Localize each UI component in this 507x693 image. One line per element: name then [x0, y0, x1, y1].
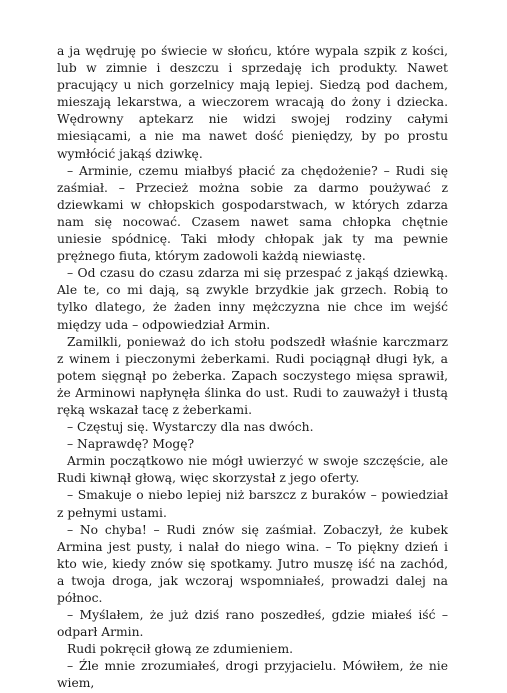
- paragraph: – Naprawdę? Mogę?: [67, 437, 195, 452]
- paragraph: – Smakuje o niebo lepiej niż barszcz z buraków – powiedział z pełnymi ustami.: [57, 488, 448, 520]
- paragraph: Rudi pokręcił głową ze zdumieniem.: [67, 642, 294, 657]
- paragraph: – Źle mnie zrozumiałeś, drogi przyjacielu. Mówiłem, że nie wiem,: [57, 659, 448, 691]
- paragraph: Armin początkowo nie mógł uwierzyć w swoje szczęście, ale Rudi kiwnął głową, więc skorzystał z jego oferty.: [57, 454, 448, 486]
- paragraph: – Arminie, czemu miałbyś płacić za chędożenie? – Rudi się zaśmiał. – Przecież można sobie za darmo poużywać z dziewkami w chłopskich gospodarstwach, w których zdarza nam się nocować. Czasem nawet sama chłopka chętnie uniesie spódnicę. Taki młody chłopak jak ty ma pewnie prężnego fiuta, którym zadowoli każdą niewiastę.: [57, 163, 448, 264]
- paragraph: Zamilkli, ponieważ do ich stołu podszedł właśnie karczmarz z winem i pieczonymi żeberkami. Rudi pociągnął długi łyk, a potem sięgnął po żeberka. Zapach soczystego mięsa sprawił, że Arminowi napłynęła ślinka do ust. Rudi to zauważył i tłustą ręką wskazał tacę z żeberkami.: [57, 334, 448, 417]
- paragraph: – Myślałem, że już dziś rano poszedłeś, gdzie miałeś iść – odparł Armin.: [57, 608, 448, 640]
- document-page: [57, 43, 448, 693]
- paragraph: – No chyba! – Rudi znów się zaśmiał. Zobaczył, że kubek Armina jest pusty, i nalał do niego wina. – To piękny dzień i kto wie, kiedy znów się spotkamy. Jutro muszę iść na zachód, a twoja droga, jak wczoraj wspomniałeś, prowadzi dalej na północ.: [57, 522, 448, 605]
- paragraph: – Od czasu do czasu zdarza mi się przespać z jakąś dziewką. Ale te, co mi dają, są zwykle brzydkie jak grzech. Robią to tylko dlatego, że żaden inny mężczyzna nie chce im wejść między uda – odpowiedział Armin.: [57, 266, 448, 332]
- paragraph: – Częstuj się. Wystarczy dla nas dwóch.: [67, 420, 314, 435]
- paragraph: a ja wędruję po świecie w słońcu, które wypala szpik z kości, lub w zimnie i deszczu i sprzedaję ich produkty. Nawet pracujący u nich gorzelnicy mają lepiej. Siedzą pod dachem, mieszają lekarstwa, a wieczorem wracają do żony i dziecka. Wędrowny aptekarz nie widzi swojej rodziny całymi miesiącami, a nie ma nawet dość pieniędzy, by po prostu wymłócić jakąś dziwkę.: [57, 44, 448, 161]
